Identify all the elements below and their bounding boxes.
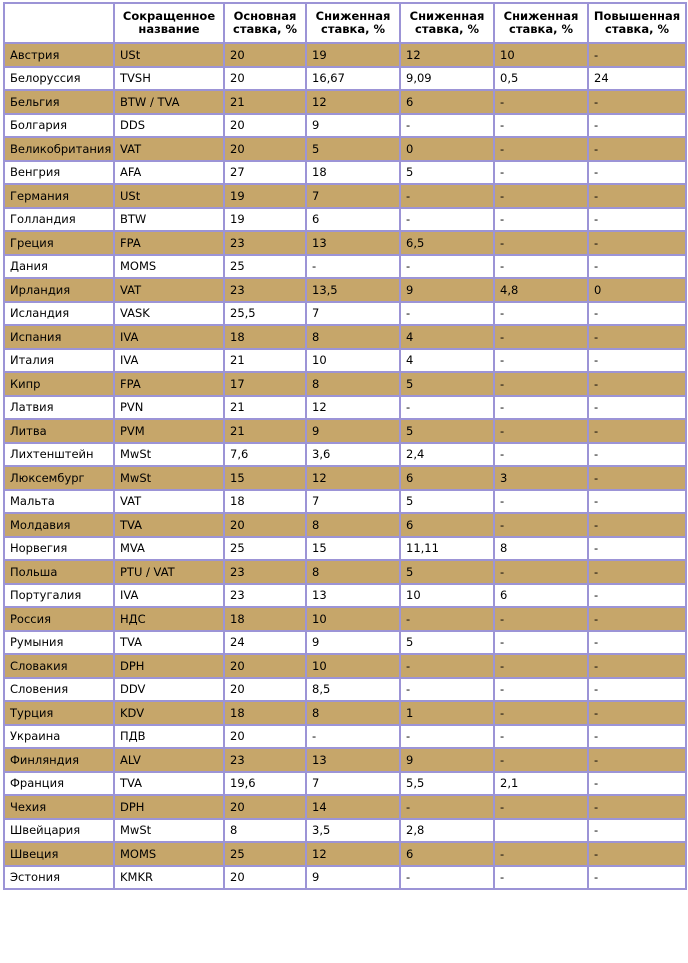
country-cell: Словакия <box>4 654 114 678</box>
country-cell: Италия <box>4 349 114 373</box>
short-name-cell: TVSH <box>114 67 224 91</box>
reduced-rate-3-cell: - <box>494 255 588 279</box>
short-name-cell: DDV <box>114 678 224 702</box>
reduced-rate-2-cell: 4 <box>400 325 494 349</box>
increased-rate-cell: - <box>588 325 686 349</box>
short-name-cell: ALV <box>114 748 224 772</box>
country-cell: Испания <box>4 325 114 349</box>
reduced-rate-3-cell: 8 <box>494 537 588 561</box>
increased-rate-cell: - <box>588 302 686 326</box>
increased-rate-cell: 0 <box>588 278 686 302</box>
standard-rate-cell: 24 <box>224 631 306 655</box>
reduced-rate-2-cell: 1 <box>400 701 494 725</box>
short-name-cell: VASK <box>114 302 224 326</box>
standard-rate-cell: 18 <box>224 701 306 725</box>
table-row <box>4 466 686 490</box>
standard-rate-cell: 19 <box>224 184 306 208</box>
standard-rate-cell: 23 <box>224 748 306 772</box>
standard-rate-cell: 20 <box>224 678 306 702</box>
reduced-rate-2-cell: - <box>400 396 494 420</box>
reduced-rate-3-cell: - <box>494 631 588 655</box>
reduced-rate-3-cell: - <box>494 114 588 138</box>
reduced-rate-3-cell: - <box>494 866 588 890</box>
reduced-rate-1-cell: 13 <box>306 748 400 772</box>
reduced-rate-1-cell: 8 <box>306 560 400 584</box>
standard-rate-cell: 23 <box>224 584 306 608</box>
country-cell: Польша <box>4 560 114 584</box>
table-row <box>4 255 686 279</box>
reduced-rate-1-cell: 8 <box>306 513 400 537</box>
standard-rate-cell: 27 <box>224 161 306 185</box>
increased-rate-cell: - <box>588 490 686 514</box>
increased-rate-cell: - <box>588 90 686 114</box>
short-name-cell: DDS <box>114 114 224 138</box>
reduced-rate-2-cell: 5 <box>400 560 494 584</box>
table-row <box>4 419 686 443</box>
standard-rate-cell: 21 <box>224 396 306 420</box>
reduced-rate-2-cell: - <box>400 114 494 138</box>
short-name-cell: MwSt <box>114 443 224 467</box>
reduced-rate-1-cell: 7 <box>306 490 400 514</box>
increased-rate-cell: - <box>588 513 686 537</box>
country-cell: Словения <box>4 678 114 702</box>
standard-rate-cell: 20 <box>224 725 306 749</box>
table-row <box>4 278 686 302</box>
reduced-rate-1-cell: 8 <box>306 701 400 725</box>
reduced-rate-2-cell: 5 <box>400 161 494 185</box>
reduced-rate-3-cell: - <box>494 748 588 772</box>
reduced-rate-3-cell: - <box>494 396 588 420</box>
reduced-rate-2-cell: 2,4 <box>400 443 494 467</box>
country-cell: Люксембург <box>4 466 114 490</box>
table-row <box>4 537 686 561</box>
table-row <box>4 137 686 161</box>
reduced-rate-1-cell: 9 <box>306 866 400 890</box>
table-row <box>4 631 686 655</box>
reduced-rate-2-cell: - <box>400 654 494 678</box>
country-cell: Румыния <box>4 631 114 655</box>
reduced-rate-1-cell: 9 <box>306 419 400 443</box>
reduced-rate-3-cell: - <box>494 795 588 819</box>
increased-rate-cell: 24 <box>588 67 686 91</box>
table-row <box>4 90 686 114</box>
country-cell: Эстония <box>4 866 114 890</box>
standard-rate-cell: 21 <box>224 419 306 443</box>
country-cell: Австрия <box>4 43 114 67</box>
reduced-rate-3-cell: - <box>494 325 588 349</box>
increased-rate-cell: - <box>588 584 686 608</box>
table-row <box>4 725 686 749</box>
reduced-rate-2-cell: - <box>400 255 494 279</box>
reduced-rate-3-cell: 6 <box>494 584 588 608</box>
standard-rate-cell: 25,5 <box>224 302 306 326</box>
short-name-cell: DPH <box>114 795 224 819</box>
reduced-rate-2-cell: 5 <box>400 372 494 396</box>
country-cell: Португалия <box>4 584 114 608</box>
increased-rate-cell: - <box>588 466 686 490</box>
country-cell: Финляндия <box>4 748 114 772</box>
increased-rate-cell: - <box>588 772 686 796</box>
table-row <box>4 67 686 91</box>
reduced-rate-2-cell: - <box>400 678 494 702</box>
reduced-rate-1-cell: 7 <box>306 772 400 796</box>
reduced-rate-1-cell: 7 <box>306 302 400 326</box>
reduced-rate-3-cell: - <box>494 654 588 678</box>
reduced-rate-2-cell: - <box>400 866 494 890</box>
short-name-cell: KMKR <box>114 866 224 890</box>
increased-rate-cell: - <box>588 255 686 279</box>
country-cell: Мальта <box>4 490 114 514</box>
reduced-rate-3-cell: - <box>494 161 588 185</box>
reduced-rate-2-cell: 10 <box>400 584 494 608</box>
table-row <box>4 678 686 702</box>
reduced-rate-3-cell: - <box>494 231 588 255</box>
table-row <box>4 231 686 255</box>
reduced-rate-3-cell: - <box>494 302 588 326</box>
table-row <box>4 701 686 725</box>
short-name-cell: ПДВ <box>114 725 224 749</box>
short-name-cell: MOMS <box>114 842 224 866</box>
reduced-rate-2-cell: 5 <box>400 419 494 443</box>
short-name-cell: USt <box>114 184 224 208</box>
reduced-rate-1-cell: 15 <box>306 537 400 561</box>
table-row <box>4 795 686 819</box>
short-name-cell: PVM <box>114 419 224 443</box>
increased-rate-cell: - <box>588 419 686 443</box>
reduced-rate-3-cell: 3 <box>494 466 588 490</box>
country-cell: Норвегия <box>4 537 114 561</box>
increased-rate-cell: - <box>588 184 686 208</box>
increased-rate-cell: - <box>588 654 686 678</box>
reduced-rate-1-cell: 8 <box>306 325 400 349</box>
reduced-rate-3-cell <box>494 819 588 843</box>
reduced-rate-2-cell: 12 <box>400 43 494 67</box>
reduced-rate-1-cell: 10 <box>306 349 400 373</box>
standard-rate-cell: 20 <box>224 866 306 890</box>
header-row <box>4 3 686 43</box>
country-cell: Россия <box>4 607 114 631</box>
short-name-cell: AFA <box>114 161 224 185</box>
table-row <box>4 443 686 467</box>
country-cell: Латвия <box>4 396 114 420</box>
reduced-rate-2-cell: 5 <box>400 490 494 514</box>
table-row <box>4 161 686 185</box>
country-cell: Литва <box>4 419 114 443</box>
short-name-cell: MwSt <box>114 819 224 843</box>
reduced-rate-2-cell: 11,11 <box>400 537 494 561</box>
reduced-rate-2-cell: - <box>400 184 494 208</box>
table-row <box>4 114 686 138</box>
reduced-rate-1-cell: 8 <box>306 372 400 396</box>
country-cell: Белоруссия <box>4 67 114 91</box>
reduced-rate-2-cell: 6,5 <box>400 231 494 255</box>
short-name-cell: FPA <box>114 372 224 396</box>
table-row <box>4 584 686 608</box>
standard-rate-cell: 20 <box>224 795 306 819</box>
header-standard-rate: Основная ставка, % <box>224 3 306 43</box>
reduced-rate-2-cell: 5 <box>400 631 494 655</box>
increased-rate-cell: - <box>588 819 686 843</box>
standard-rate-cell: 18 <box>224 607 306 631</box>
country-cell: Дания <box>4 255 114 279</box>
country-cell: Голландия <box>4 208 114 232</box>
reduced-rate-2-cell: 6 <box>400 90 494 114</box>
standard-rate-cell: 20 <box>224 137 306 161</box>
table-row <box>4 43 686 67</box>
country-cell: Турция <box>4 701 114 725</box>
reduced-rate-3-cell: - <box>494 607 588 631</box>
reduced-rate-3-cell: - <box>494 725 588 749</box>
country-cell: Молдавия <box>4 513 114 537</box>
reduced-rate-3-cell: - <box>494 443 588 467</box>
increased-rate-cell: - <box>588 701 686 725</box>
short-name-cell: DPH <box>114 654 224 678</box>
standard-rate-cell: 20 <box>224 513 306 537</box>
reduced-rate-3-cell: - <box>494 372 588 396</box>
increased-rate-cell: - <box>588 208 686 232</box>
standard-rate-cell: 25 <box>224 255 306 279</box>
reduced-rate-2-cell: 6 <box>400 842 494 866</box>
increased-rate-cell: - <box>588 161 686 185</box>
increased-rate-cell: - <box>588 443 686 467</box>
reduced-rate-1-cell: 7 <box>306 184 400 208</box>
reduced-rate-1-cell: 9 <box>306 114 400 138</box>
short-name-cell: MVA <box>114 537 224 561</box>
table-row <box>4 184 686 208</box>
short-name-cell: НДС <box>114 607 224 631</box>
increased-rate-cell: - <box>588 114 686 138</box>
reduced-rate-2-cell: 9 <box>400 278 494 302</box>
table-row <box>4 654 686 678</box>
header-reduced-rate-2: Сниженная ставка, % <box>400 3 494 43</box>
reduced-rate-1-cell: 18 <box>306 161 400 185</box>
reduced-rate-3-cell: - <box>494 678 588 702</box>
table-row <box>4 866 686 890</box>
increased-rate-cell: - <box>588 631 686 655</box>
country-cell: Украина <box>4 725 114 749</box>
reduced-rate-1-cell: 19 <box>306 43 400 67</box>
table-row <box>4 490 686 514</box>
table-row <box>4 349 686 373</box>
country-cell: Лихтенштейн <box>4 443 114 467</box>
increased-rate-cell: - <box>588 537 686 561</box>
standard-rate-cell: 20 <box>224 67 306 91</box>
reduced-rate-1-cell: 14 <box>306 795 400 819</box>
country-cell: Венгрия <box>4 161 114 185</box>
reduced-rate-1-cell: 8,5 <box>306 678 400 702</box>
standard-rate-cell: 23 <box>224 278 306 302</box>
increased-rate-cell: - <box>588 748 686 772</box>
reduced-rate-3-cell: 10 <box>494 43 588 67</box>
short-name-cell: TVA <box>114 513 224 537</box>
short-name-cell: USt <box>114 43 224 67</box>
short-name-cell: TVA <box>114 631 224 655</box>
reduced-rate-2-cell: - <box>400 208 494 232</box>
table-row <box>4 208 686 232</box>
header-increased-rate: Повышенная ставка, % <box>588 3 686 43</box>
increased-rate-cell: - <box>588 372 686 396</box>
table-row <box>4 396 686 420</box>
country-cell: Кипр <box>4 372 114 396</box>
country-cell: Великобритания <box>4 137 114 161</box>
increased-rate-cell: - <box>588 560 686 584</box>
short-name-cell: TVA <box>114 772 224 796</box>
standard-rate-cell: 23 <box>224 231 306 255</box>
country-cell: Франция <box>4 772 114 796</box>
increased-rate-cell: - <box>588 43 686 67</box>
standard-rate-cell: 19 <box>224 208 306 232</box>
short-name-cell: KDV <box>114 701 224 725</box>
reduced-rate-3-cell: 4,8 <box>494 278 588 302</box>
reduced-rate-2-cell: 2,8 <box>400 819 494 843</box>
table-row <box>4 819 686 843</box>
country-cell: Ирландия <box>4 278 114 302</box>
reduced-rate-3-cell: - <box>494 184 588 208</box>
standard-rate-cell: 17 <box>224 372 306 396</box>
reduced-rate-3-cell: - <box>494 90 588 114</box>
short-name-cell: PTU / VAT <box>114 560 224 584</box>
short-name-cell: MOMS <box>114 255 224 279</box>
table-row <box>4 513 686 537</box>
reduced-rate-1-cell: 12 <box>306 842 400 866</box>
table-row <box>4 372 686 396</box>
reduced-rate-3-cell: - <box>494 490 588 514</box>
standard-rate-cell: 20 <box>224 114 306 138</box>
reduced-rate-1-cell: 10 <box>306 607 400 631</box>
increased-rate-cell: - <box>588 137 686 161</box>
short-name-cell: VAT <box>114 278 224 302</box>
short-name-cell: BTW <box>114 208 224 232</box>
standard-rate-cell: 20 <box>224 654 306 678</box>
table-row <box>4 607 686 631</box>
reduced-rate-3-cell: - <box>494 842 588 866</box>
short-name-cell: IVA <box>114 584 224 608</box>
reduced-rate-2-cell: 5,5 <box>400 772 494 796</box>
table-row <box>4 560 686 584</box>
increased-rate-cell: - <box>588 678 686 702</box>
short-name-cell: IVA <box>114 349 224 373</box>
reduced-rate-3-cell: - <box>494 701 588 725</box>
short-name-cell: VAT <box>114 490 224 514</box>
reduced-rate-3-cell: - <box>494 208 588 232</box>
country-cell: Болгария <box>4 114 114 138</box>
reduced-rate-2-cell: - <box>400 607 494 631</box>
reduced-rate-3-cell: - <box>494 560 588 584</box>
short-name-cell: PVN <box>114 396 224 420</box>
short-name-cell: FPA <box>114 231 224 255</box>
header-country <box>4 3 114 43</box>
country-cell: Исландия <box>4 302 114 326</box>
table-body <box>4 43 686 889</box>
reduced-rate-1-cell: 3,6 <box>306 443 400 467</box>
country-cell: Чехия <box>4 795 114 819</box>
country-cell: Бельгия <box>4 90 114 114</box>
country-cell: Швеция <box>4 842 114 866</box>
table-row <box>4 748 686 772</box>
increased-rate-cell: - <box>588 725 686 749</box>
reduced-rate-2-cell: - <box>400 725 494 749</box>
standard-rate-cell: 21 <box>224 90 306 114</box>
standard-rate-cell: 25 <box>224 842 306 866</box>
short-name-cell: BTW / TVA <box>114 90 224 114</box>
increased-rate-cell: - <box>588 842 686 866</box>
reduced-rate-1-cell: 13 <box>306 584 400 608</box>
vat-rates-table <box>3 2 687 890</box>
standard-rate-cell: 19,6 <box>224 772 306 796</box>
increased-rate-cell: - <box>588 349 686 373</box>
reduced-rate-1-cell: 3,5 <box>306 819 400 843</box>
reduced-rate-1-cell: 13 <box>306 231 400 255</box>
reduced-rate-2-cell: - <box>400 302 494 326</box>
reduced-rate-1-cell: 12 <box>306 90 400 114</box>
country-cell: Германия <box>4 184 114 208</box>
short-name-cell: MwSt <box>114 466 224 490</box>
table-row <box>4 325 686 349</box>
standard-rate-cell: 25 <box>224 537 306 561</box>
table-row <box>4 842 686 866</box>
standard-rate-cell: 8 <box>224 819 306 843</box>
standard-rate-cell: 7,6 <box>224 443 306 467</box>
short-name-cell: IVA <box>114 325 224 349</box>
short-name-cell: VAT <box>114 137 224 161</box>
increased-rate-cell: - <box>588 607 686 631</box>
country-cell: Греция <box>4 231 114 255</box>
table-row <box>4 302 686 326</box>
standard-rate-cell: 20 <box>224 43 306 67</box>
reduced-rate-1-cell: - <box>306 255 400 279</box>
standard-rate-cell: 21 <box>224 349 306 373</box>
reduced-rate-3-cell: - <box>494 137 588 161</box>
reduced-rate-2-cell: 6 <box>400 513 494 537</box>
country-cell: Швейцария <box>4 819 114 843</box>
table-header <box>4 3 686 43</box>
increased-rate-cell: - <box>588 396 686 420</box>
reduced-rate-1-cell: - <box>306 725 400 749</box>
reduced-rate-1-cell: 6 <box>306 208 400 232</box>
reduced-rate-3-cell: 2,1 <box>494 772 588 796</box>
reduced-rate-1-cell: 16,67 <box>306 67 400 91</box>
reduced-rate-1-cell: 13,5 <box>306 278 400 302</box>
reduced-rate-2-cell: 0 <box>400 137 494 161</box>
standard-rate-cell: 18 <box>224 325 306 349</box>
standard-rate-cell: 15 <box>224 466 306 490</box>
increased-rate-cell: - <box>588 231 686 255</box>
reduced-rate-2-cell: 9 <box>400 748 494 772</box>
header-reduced-rate-1: Сниженная ставка, % <box>306 3 400 43</box>
increased-rate-cell: - <box>588 795 686 819</box>
header-reduced-rate-3: Сниженная ставка, % <box>494 3 588 43</box>
reduced-rate-2-cell: 9,09 <box>400 67 494 91</box>
reduced-rate-1-cell: 10 <box>306 654 400 678</box>
standard-rate-cell: 18 <box>224 490 306 514</box>
reduced-rate-1-cell: 12 <box>306 396 400 420</box>
reduced-rate-3-cell: - <box>494 349 588 373</box>
reduced-rate-3-cell: - <box>494 419 588 443</box>
header-short-name: Сокращенное название <box>114 3 224 43</box>
standard-rate-cell: 23 <box>224 560 306 584</box>
reduced-rate-1-cell: 5 <box>306 137 400 161</box>
increased-rate-cell: - <box>588 866 686 890</box>
table-row <box>4 772 686 796</box>
reduced-rate-2-cell: 6 <box>400 466 494 490</box>
reduced-rate-1-cell: 12 <box>306 466 400 490</box>
reduced-rate-2-cell: 4 <box>400 349 494 373</box>
reduced-rate-3-cell: 0,5 <box>494 67 588 91</box>
reduced-rate-1-cell: 9 <box>306 631 400 655</box>
reduced-rate-2-cell: - <box>400 795 494 819</box>
reduced-rate-3-cell: - <box>494 513 588 537</box>
